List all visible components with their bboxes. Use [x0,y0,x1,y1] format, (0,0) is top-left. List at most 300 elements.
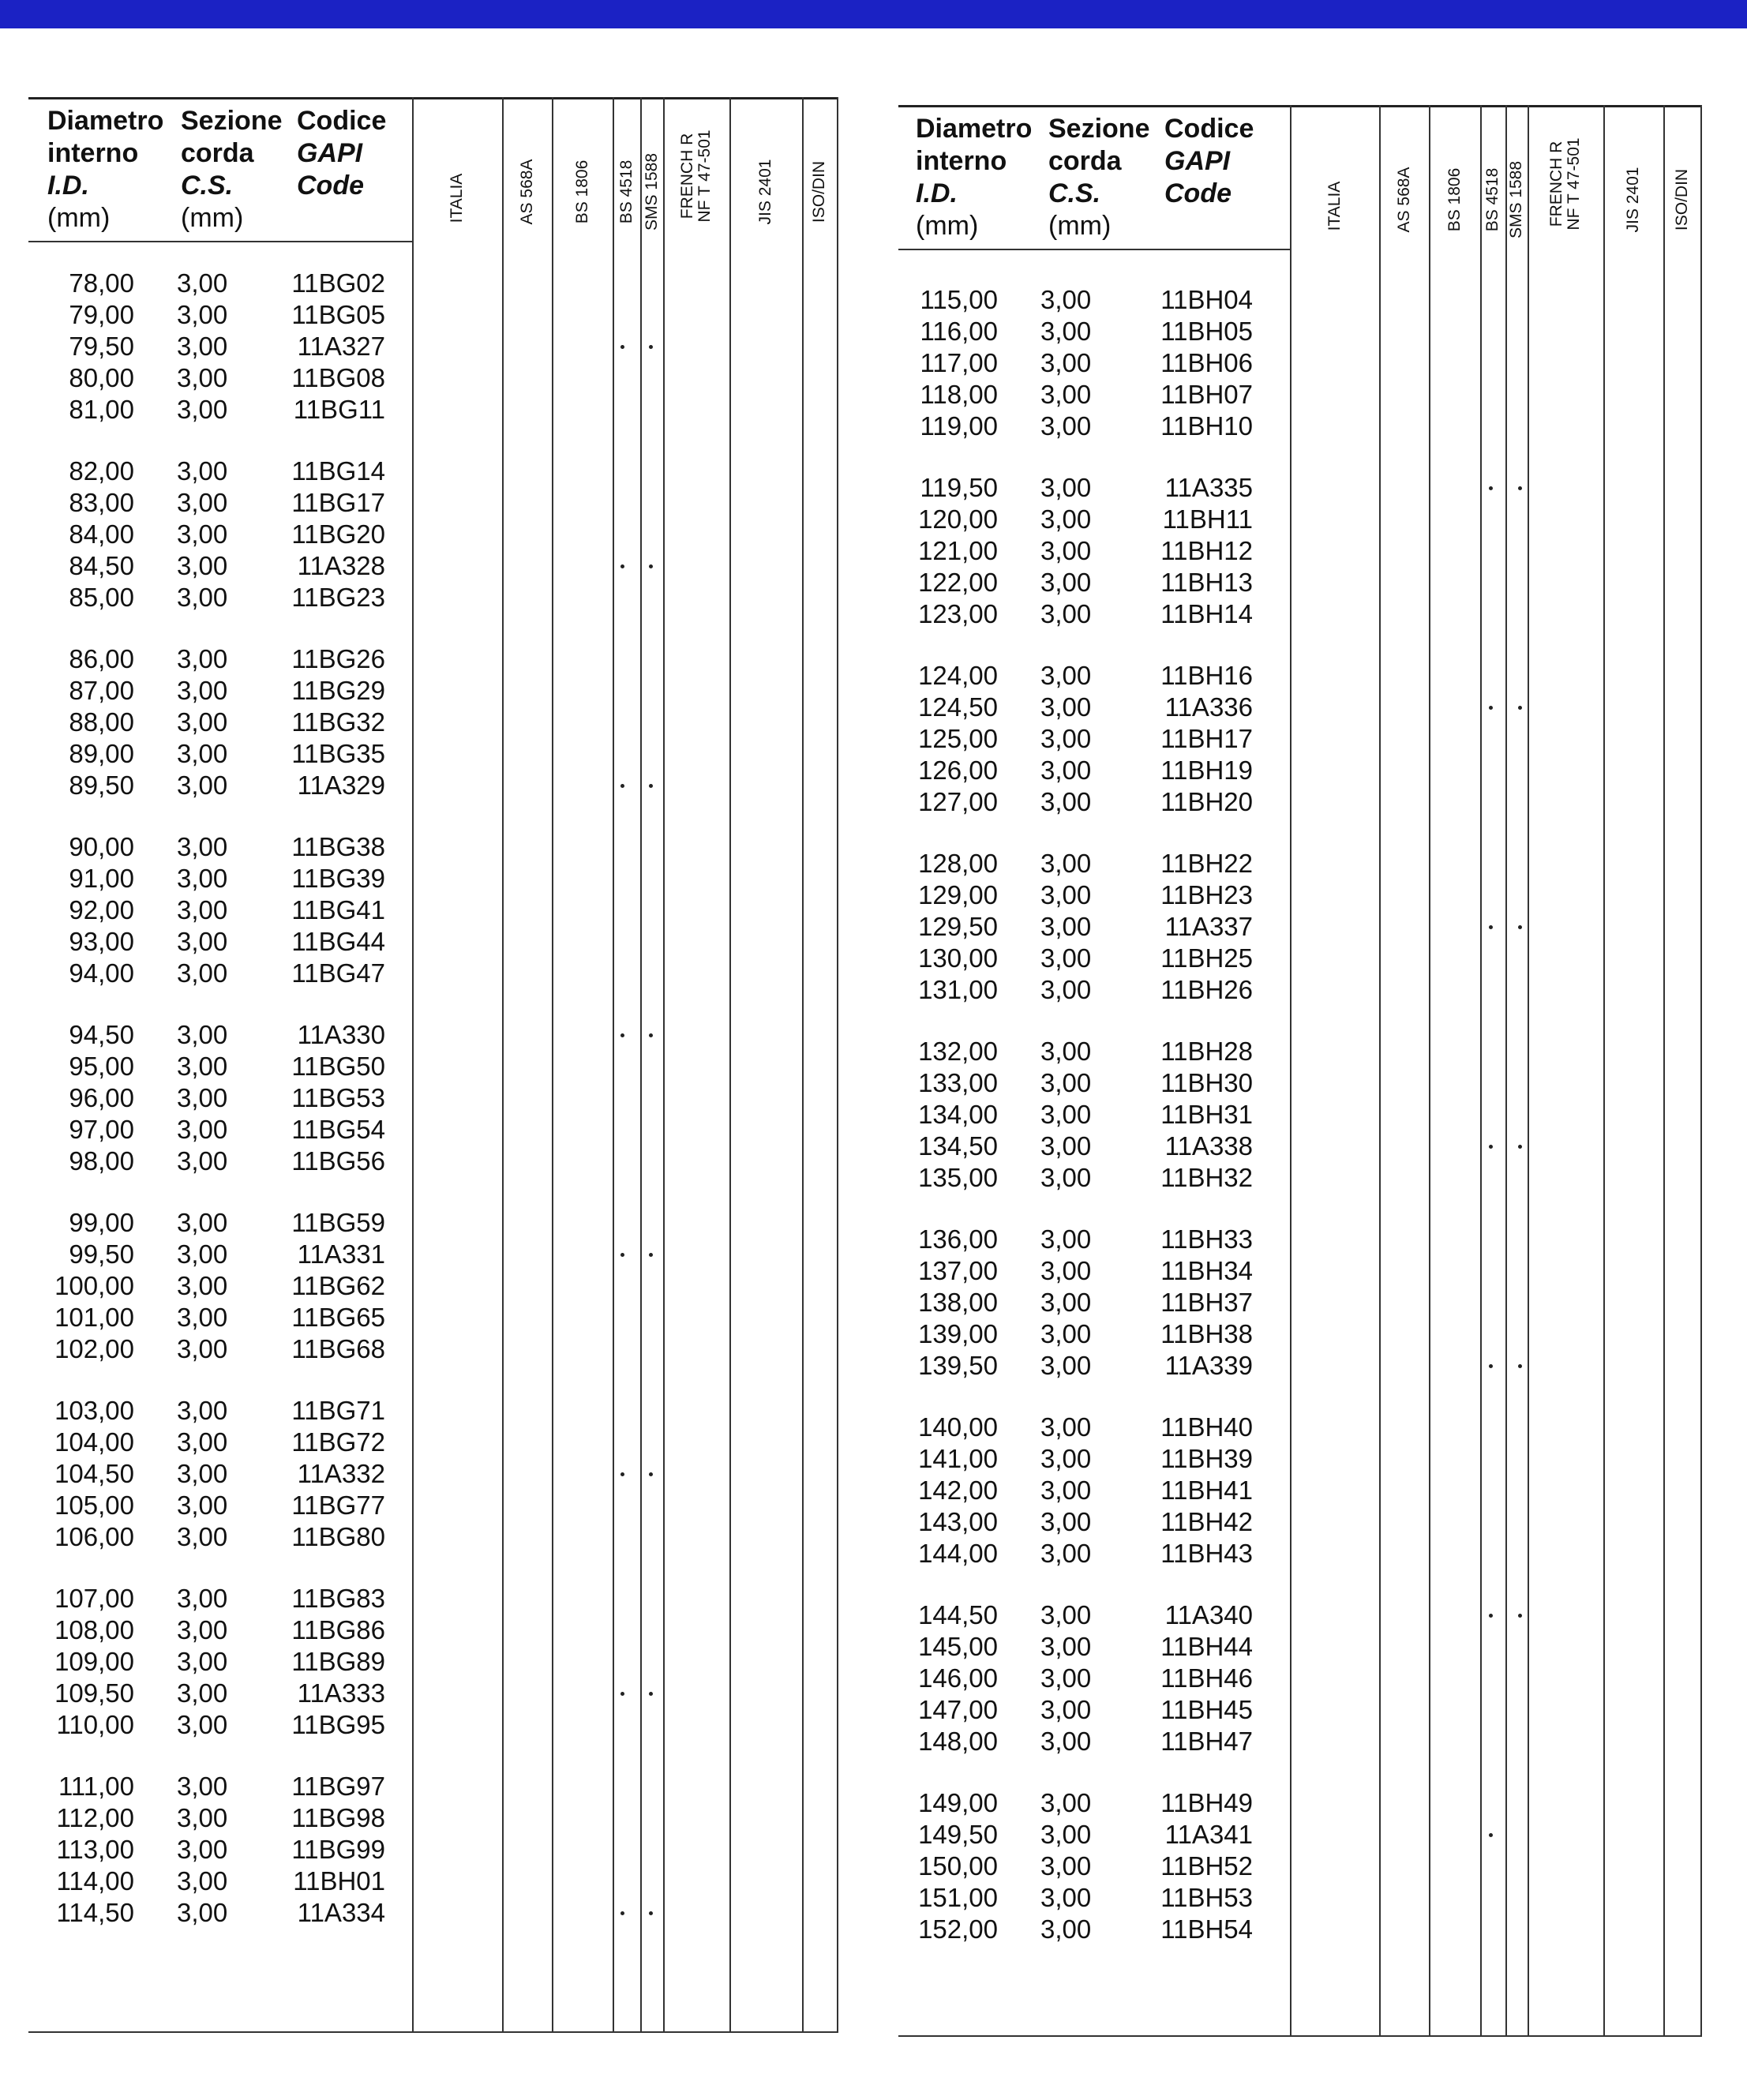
inner-diameter: 104,50 [54,1459,134,1488]
table-row [898,535,1700,567]
inner-diameter: 114,50 [56,1898,134,1927]
table-row [28,1521,837,1553]
table-row [28,1019,837,1051]
inner-diameter: 118,00 [920,380,998,409]
cross-section: 3,00 [177,363,228,392]
table-row [28,958,837,989]
cross-section: 3,00 [177,1115,228,1144]
inner-diameter: 86,00 [69,644,134,673]
inner-diameter: 150,00 [918,1851,998,1881]
table-row [28,675,837,707]
gapi-code: 11BH44 [1160,1632,1253,1661]
inner-diameter: 129,50 [918,912,998,941]
inner-diameter: 83,00 [69,488,134,517]
standard-label: ISO/DIN [810,160,828,223]
gapi-code: 11BH23 [1160,880,1253,909]
gapi-code: 11BG17 [291,488,385,517]
cross-section: 3,00 [1040,1788,1092,1817]
inner-diameter: 85,00 [69,583,134,612]
cross-section: 3,00 [177,456,228,486]
inner-diameter: 119,50 [920,473,998,502]
header-col2-line: Sezione [181,106,283,136]
table-row [28,1146,837,1177]
cross-section: 3,00 [177,488,228,517]
gapi-code: 11BH42 [1160,1507,1253,1536]
table-row [28,1458,837,1490]
cross-section: 3,00 [1040,599,1092,628]
cross-section: 3,00 [1040,1539,1092,1568]
standard-mark-dot [649,1692,653,1696]
inner-diameter: 143,00 [918,1507,998,1536]
gapi-code: 11BH16 [1160,661,1253,690]
gapi-code: 11BG44 [291,927,385,956]
cross-section: 3,00 [1040,1288,1092,1317]
header-col2-line: (mm) [181,203,244,233]
inner-diameter: 110,00 [56,1710,134,1739]
header-rule [898,249,1290,250]
header-col3-line: GAPI [1164,146,1231,176]
table-row [28,487,837,519]
standard-label: ITALIA [1325,181,1344,231]
cross-section: 3,00 [177,395,228,424]
table-row [898,598,1700,630]
table-row [898,1506,1700,1538]
standard-mark-dot [1518,706,1522,710]
inner-diameter: 152,00 [918,1914,998,1944]
header-col3-line: Code [1164,178,1232,208]
cross-section: 3,00 [177,644,228,673]
gapi-code: 11A337 [1164,912,1253,941]
cross-section: 3,00 [177,1334,228,1363]
table-row [898,1224,1700,1255]
cross-section: 3,00 [1040,411,1092,441]
top-color-band [0,0,1747,28]
header-col1-line: I.D. [47,171,89,201]
gapi-code: 11BG68 [291,1334,385,1363]
standard-mark-dot [649,1911,653,1915]
table-row [898,911,1700,943]
cross-section: 3,00 [177,1239,228,1269]
gapi-code: 11BH32 [1160,1163,1253,1192]
cross-section: 3,00 [1040,1037,1092,1066]
inner-diameter: 131,00 [918,975,998,1004]
inner-diameter: 141,00 [918,1444,998,1473]
inner-diameter: 114,00 [56,1866,134,1896]
gapi-code: 11BH39 [1160,1444,1253,1473]
inner-diameter: 84,00 [69,519,134,549]
gapi-code: 11BG65 [291,1303,385,1332]
top-rule [898,105,1700,107]
table-row [898,347,1700,379]
table-row [28,1583,837,1614]
table-row [28,643,837,675]
cross-section: 3,00 [177,1803,228,1832]
inner-diameter: 149,00 [918,1788,998,1817]
gapi-code: 11BG89 [291,1647,385,1676]
inner-diameter: 148,00 [918,1727,998,1756]
standard-mark-dot [1489,1833,1493,1837]
cross-section: 3,00 [177,1146,228,1176]
gapi-code: 11BH49 [1160,1788,1253,1817]
cross-section: 3,00 [1040,756,1092,785]
cross-section: 3,00 [1040,787,1092,816]
table-row [28,1709,837,1741]
gapi-code: 11BH06 [1160,348,1253,377]
table-row [28,582,837,613]
cross-section: 3,00 [1040,568,1092,597]
table-row [898,411,1700,442]
table-row [898,1663,1700,1694]
gapi-code: 11BH33 [1160,1224,1253,1254]
cross-section: 3,00 [177,1208,228,1237]
cross-section: 3,00 [177,1898,228,1927]
cross-section: 3,00 [177,1020,228,1049]
table-row [898,974,1700,1006]
inner-diameter: 139,00 [918,1319,998,1348]
inner-diameter: 132,00 [918,1037,998,1066]
table-row [898,1036,1700,1067]
gapi-code: 11BH19 [1160,756,1253,785]
header-col1-line: (mm) [916,211,979,241]
gapi-code: 11BG97 [291,1772,385,1801]
cross-section: 3,00 [177,300,228,329]
table-row [898,692,1700,723]
cross-section: 3,00 [1040,1412,1092,1442]
header-col2-line: corda [181,138,254,168]
cross-section: 3,00 [1040,1131,1092,1161]
inner-diameter: 124,50 [918,692,998,722]
gapi-code: 11BH01 [293,1866,385,1896]
cross-section: 3,00 [1040,1600,1092,1629]
header-col3-line: Code [297,171,364,201]
inner-diameter: 135,00 [918,1163,998,1192]
inner-diameter: 130,00 [918,943,998,973]
inner-diameter: 149,50 [918,1820,998,1849]
gapi-code: 11A330 [297,1020,385,1049]
cross-section: 3,00 [177,771,228,800]
gapi-code: 11BH28 [1160,1037,1253,1066]
standard-label: SMS 1588 [642,152,661,231]
table-row [898,1694,1700,1726]
inner-diameter: 96,00 [69,1083,134,1112]
inner-diameter: 82,00 [69,456,134,486]
gapi-code: 11BH10 [1160,411,1253,441]
gapi-code: 11BG54 [291,1115,385,1144]
table-row [898,1851,1700,1882]
standard-label: BS 1806 [572,159,591,224]
gapi-code: 11BG29 [291,676,385,705]
inner-diameter: 136,00 [918,1224,998,1254]
inner-diameter: 80,00 [69,363,134,392]
cross-section: 3,00 [177,707,228,737]
gapi-code: 11BG32 [291,707,385,737]
inner-diameter: 126,00 [918,756,998,785]
inner-diameter: 108,00 [54,1615,134,1644]
table-row [28,519,837,550]
standard-mark-dot [620,1472,624,1476]
inner-diameter: 116,00 [920,317,998,346]
cross-section: 3,00 [177,927,228,956]
table-row [28,926,837,958]
gapi-code: 11BH37 [1160,1288,1253,1317]
standard-label: AS 568A [517,159,536,225]
bottom-rule [28,2031,837,2033]
gapi-code: 11BH54 [1160,1914,1253,1944]
inner-diameter: 117,00 [920,348,998,377]
standard-mark-dot [620,345,624,349]
header-col2-line: C.S. [181,171,234,201]
standard-mark-dot [1489,706,1493,710]
inner-diameter: 127,00 [918,787,998,816]
table-row [898,1287,1700,1318]
table-row [898,1318,1700,1350]
inner-diameter: 84,50 [69,551,134,580]
table-row [28,1302,837,1333]
inner-diameter: 120,00 [918,504,998,534]
gapi-code: 11BH12 [1160,536,1253,565]
table-row [28,1114,837,1146]
gapi-code: 11BH34 [1160,1256,1253,1285]
table-row [898,786,1700,818]
inner-diameter: 133,00 [918,1068,998,1097]
inner-diameter: 98,00 [69,1146,134,1176]
standard-mark-dot [1518,486,1522,490]
table-row [898,1131,1700,1162]
top-rule [28,97,837,99]
gapi-code: 11BH04 [1160,285,1253,314]
inner-diameter: 102,00 [54,1334,134,1363]
cross-section: 3,00 [1040,661,1092,690]
table-row [898,1443,1700,1475]
standard-mark-dot [1518,1614,1522,1618]
standard-mark-dot [1518,1145,1522,1149]
cross-section: 3,00 [177,1271,228,1300]
gapi-code: 11BH22 [1160,849,1253,878]
standard-mark-dot [649,564,653,568]
standard-label: NF T 47-501 [695,129,714,223]
cross-section: 3,00 [177,268,228,298]
inner-diameter: 99,00 [69,1208,134,1237]
table-row [28,456,837,487]
cross-section: 3,00 [177,1678,228,1708]
cross-section: 3,00 [1040,724,1092,753]
cross-section: 3,00 [177,1835,228,1864]
gapi-code: 11BH26 [1160,975,1253,1004]
table-row [28,1490,837,1521]
standard-mark-dot [1489,1364,1493,1368]
standard-mark-dot [620,1253,624,1257]
cross-section: 3,00 [1040,1695,1092,1724]
gapi-code: 11BH52 [1160,1851,1253,1881]
table-row [28,1395,837,1427]
table-row [898,1475,1700,1506]
header-col1-line: interno [916,146,1007,176]
header-col1-line: I.D. [916,178,958,208]
cross-section: 3,00 [177,1052,228,1081]
table-row [898,1726,1700,1757]
standard-mark-dot [649,1253,653,1257]
gapi-code: 11BG20 [291,519,385,549]
standard-label: BS 4518 [1483,167,1501,232]
gapi-code: 11BG08 [291,363,385,392]
gapi-code: 11BH41 [1160,1476,1253,1505]
inner-diameter: 115,00 [920,285,998,314]
cross-section: 3,00 [177,958,228,988]
inner-diameter: 109,50 [54,1678,134,1708]
cross-section: 3,00 [177,1866,228,1896]
cross-section: 3,00 [1040,536,1092,565]
inner-diameter: 105,00 [54,1491,134,1520]
cross-section: 3,00 [1040,1851,1092,1881]
inner-diameter: 128,00 [918,849,998,878]
gapi-code: 11BH17 [1160,724,1253,753]
cross-section: 3,00 [1040,1632,1092,1661]
cross-section: 3,00 [177,1427,228,1457]
inner-diameter: 107,00 [54,1584,134,1613]
cross-section: 3,00 [177,1522,228,1551]
inner-diameter: 123,00 [918,599,998,628]
cross-section: 3,00 [177,1459,228,1488]
table-row [28,550,837,582]
inner-diameter: 121,00 [918,536,998,565]
inner-diameter: 94,50 [69,1020,134,1049]
cross-section: 3,00 [177,1396,228,1425]
standard-label: BS 4518 [617,159,635,224]
cross-section: 3,00 [1040,380,1092,409]
table-row [28,331,837,362]
standard-mark-dot [1489,1145,1493,1149]
inner-diameter: 138,00 [918,1288,998,1317]
cross-section: 3,00 [1040,285,1092,314]
inner-diameter: 95,00 [69,1052,134,1081]
inner-diameter: 90,00 [69,832,134,861]
table-row [28,1646,837,1678]
gapi-code: 11A332 [297,1459,385,1488]
cross-section: 3,00 [177,332,228,361]
table-row [898,472,1700,504]
gapi-code: 11BG05 [291,300,385,329]
gapi-code: 11BG71 [291,1396,385,1425]
gapi-code: 11BH25 [1160,943,1253,973]
gapi-code: 11A335 [1164,473,1253,502]
standard-label: JIS 2401 [756,159,774,225]
standard-label: ITALIA [448,173,466,223]
table-row [28,394,837,426]
table-row [898,1067,1700,1099]
cross-section: 3,00 [1040,975,1092,1004]
table-row [28,738,837,770]
cross-section: 3,00 [177,1584,228,1613]
header-col2-line: (mm) [1048,211,1112,241]
gapi-code: 11A336 [1164,692,1253,722]
table-row [898,284,1700,316]
gapi-code: 11BH45 [1160,1695,1253,1724]
table-row [28,707,837,738]
inner-diameter: 78,00 [69,268,134,298]
inner-diameter: 104,00 [54,1427,134,1457]
standard-label: FRENCH R [1547,141,1565,227]
inner-diameter: 94,00 [69,958,134,988]
gapi-code: 11BH43 [1160,1539,1253,1568]
gapi-code: 11BH46 [1160,1663,1253,1693]
gapi-code: 11A339 [1164,1351,1253,1380]
header-col2-line: C.S. [1048,178,1101,208]
table-row [28,1834,837,1866]
gapi-code: 11BG95 [291,1710,385,1739]
inner-diameter: 134,00 [918,1100,998,1129]
gapi-code: 11BH11 [1162,504,1253,534]
cross-section: 3,00 [177,583,228,612]
table-row [898,755,1700,786]
cross-section: 3,00 [1040,1319,1092,1348]
cross-section: 3,00 [1040,1068,1092,1097]
table-row [898,1099,1700,1131]
inner-diameter: 122,00 [918,568,998,597]
gapi-code: 11BG39 [291,864,385,893]
gapi-code: 11BH53 [1160,1883,1253,1912]
cross-section: 3,00 [1040,1351,1092,1380]
cross-section: 3,00 [177,739,228,768]
gapi-code: 11BG56 [291,1146,385,1176]
gapi-code: 11BG83 [291,1584,385,1613]
gapi-code: 11A331 [297,1239,385,1269]
inner-diameter: 79,50 [69,332,134,361]
header-col3-line: GAPI [297,138,363,168]
table-row [28,268,837,299]
table-row [28,1051,837,1082]
table-row [898,879,1700,911]
standard-mark-dot [620,1911,624,1915]
cross-section: 3,00 [1040,1256,1092,1285]
standard-label: SMS 1588 [1507,160,1525,239]
gapi-code: 11BH30 [1160,1068,1253,1097]
inner-diameter: 88,00 [69,707,134,737]
table-row [898,1599,1700,1631]
gapi-code: 11A334 [297,1898,385,1927]
cross-section: 3,00 [1040,880,1092,909]
gapi-code: 11BH05 [1160,317,1253,346]
cross-section: 3,00 [1040,1820,1092,1849]
gapi-code: 11BG26 [291,644,385,673]
cross-section: 3,00 [1040,1163,1092,1192]
cross-section: 3,00 [1040,1507,1092,1536]
standard-mark-dot [649,1472,653,1476]
inner-diameter: 147,00 [918,1695,998,1724]
gapi-code: 11BG86 [291,1615,385,1644]
table-row [28,362,837,394]
gapi-code: 11BG80 [291,1522,385,1551]
table-row [898,1631,1700,1663]
inner-diameter: 139,50 [918,1351,998,1380]
inner-diameter: 145,00 [918,1632,998,1661]
table-row [28,1207,837,1239]
table-row [898,660,1700,692]
inner-diameter: 106,00 [54,1522,134,1551]
cross-section: 3,00 [1040,849,1092,878]
table-row [28,1270,837,1302]
standard-label: ISO/DIN [1672,168,1691,231]
table-row [28,299,837,331]
cross-section: 3,00 [177,1710,228,1739]
standard-label: FRENCH R [678,133,696,219]
header-col3-line: Codice [1164,114,1254,144]
table-row [898,379,1700,411]
inner-diameter: 79,00 [69,300,134,329]
gapi-code: 11BH14 [1160,599,1253,628]
table-row [898,1914,1700,1945]
left-table [28,97,837,2033]
gapi-code: 11BG14 [291,456,385,486]
